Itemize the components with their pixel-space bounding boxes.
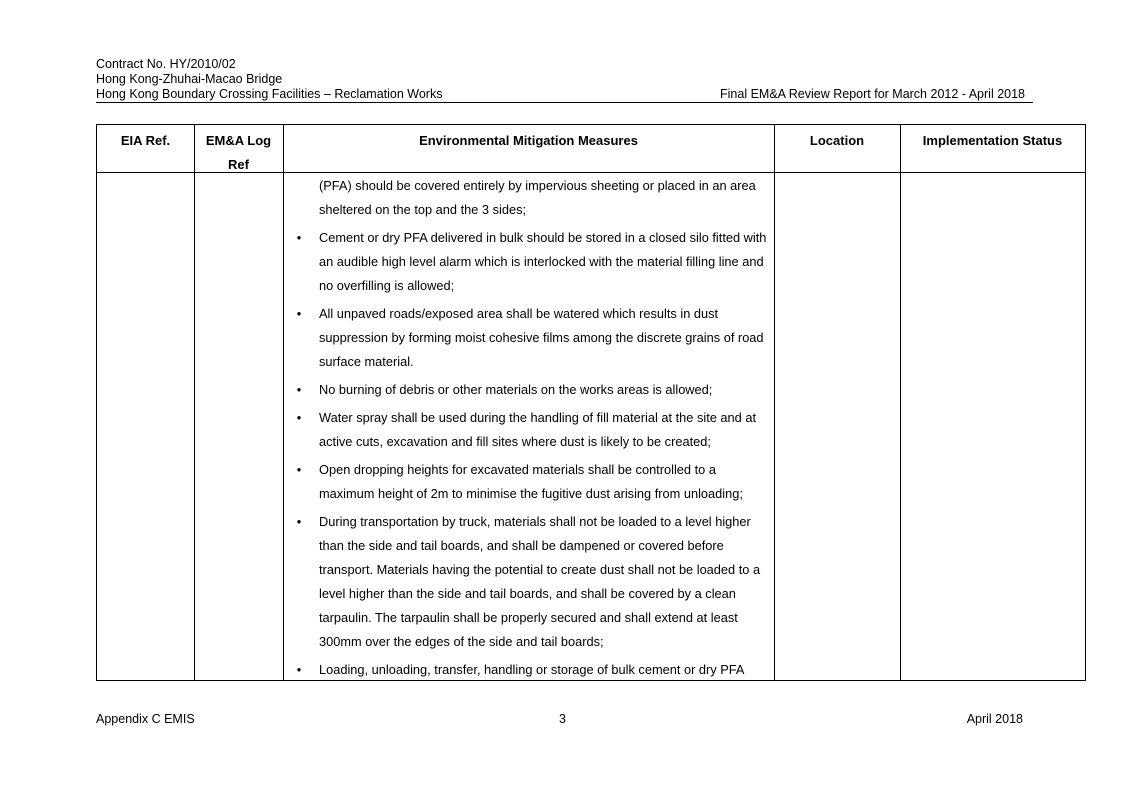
bullet-icon: • <box>296 514 302 529</box>
list-item <box>294 510 774 654</box>
bullet-icon: • <box>296 306 302 321</box>
list-item-text: Cement or dry PFA delivered in bulk should be stored in a closed silo fitted with an audible high level alarm which is interlocked with the material filling line and no overfilling is allowed; <box>319 230 767 293</box>
bullet-icon: • <box>296 410 302 425</box>
header-location: Location <box>809 133 865 148</box>
list-item-text: All unpaved roads/exposed area shall be watered which results in dust suppression by forming moist cohesive films among the discrete grains of road surface material. <box>319 306 764 369</box>
list-item <box>294 458 774 506</box>
list-item <box>294 302 774 374</box>
header-ema-log-ref <box>194 129 283 177</box>
footer-appendix: Appendix C EMIS <box>96 712 195 726</box>
header-bottom-line <box>96 87 1033 103</box>
project-subtitle: Hong Kong Boundary Crossing Facilities – Reclamation Works <box>96 87 443 101</box>
list-item <box>294 226 774 298</box>
report-title: Final EM&A Review Report for March 2012 - April 2018 <box>720 87 1025 101</box>
list-item-text: Loading, unloading, transfer, handling or storage of bulk cement or dry PFA <box>319 662 745 677</box>
header-ema-log-ref-line2: Ref <box>228 157 249 172</box>
page-number: 3 <box>559 712 566 726</box>
footer-date: April 2018 <box>966 712 1023 726</box>
list-item <box>294 378 774 402</box>
bullet-icon: • <box>296 382 302 397</box>
contract-number: Contract No. HY/2010/02 <box>96 57 236 71</box>
list-item-text: No burning of debris or other materials on the works areas is allowed; <box>319 382 713 397</box>
list-item <box>294 406 774 454</box>
measures-cell <box>294 174 774 686</box>
bullet-icon: • <box>296 230 302 245</box>
continuation-text: (PFA) should be covered entirely by impervious sheeting or placed in an area sheltered on the top and the 3 sides; <box>319 178 756 217</box>
header-measures: Environmental Mitigation Measures <box>419 133 638 148</box>
bullet-icon: • <box>296 662 302 677</box>
project-name: Hong Kong-Zhuhai-Macao Bridge <box>96 72 283 86</box>
list-item-text: Water spray shall be used during the handling of fill material at the site and at active cuts, excavation and fill sites where dust is likely to be created; <box>319 410 756 449</box>
list-item-text: During transportation by truck, materials shall not be loaded to a level higher than the side and tail boards, and shall be dampened or covered before transport. Materials having the potential to create dust shall not be loaded to a level higher than the side and tail boards, and shall be covered by a clean tarpaulin. The tarpaulin shall be properly secured and shall extend at least 300mm over the edges of the side and tail boards; <box>319 514 761 649</box>
column-divider <box>283 125 284 680</box>
column-divider <box>194 125 195 680</box>
header-ema-log-ref-line1: EM&A Log <box>205 133 272 148</box>
mitigation-measures-table <box>96 124 1086 681</box>
column-divider <box>900 125 901 680</box>
header-eia-ref: EIA Ref. <box>120 133 171 148</box>
list-item-text: Open dropping heights for excavated materials shall be controlled to a maximum height of 2m to minimise the fugitive dust arising from unloading; <box>319 462 743 501</box>
column-divider <box>774 125 775 680</box>
bullet-icon: • <box>296 462 302 477</box>
page-header <box>96 57 1033 103</box>
header-implementation-status: Implementation Status <box>922 133 1063 148</box>
list-item <box>294 658 774 682</box>
